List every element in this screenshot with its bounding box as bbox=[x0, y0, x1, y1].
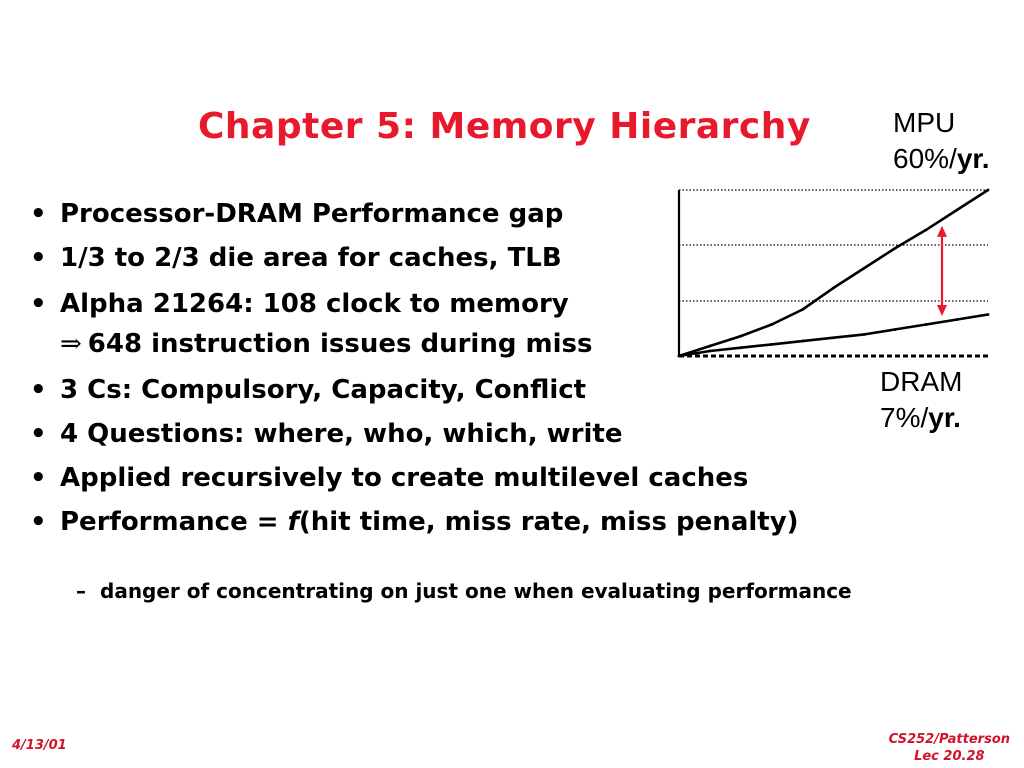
bullet-dot: • bbox=[30, 507, 47, 537]
gap-arrow-head-down bbox=[937, 305, 947, 316]
sub-bullet-text: danger of concentrating on just one when evaluating performance bbox=[100, 579, 852, 603]
footer-course-info bbox=[889, 731, 1010, 765]
bullet-dot: • bbox=[30, 419, 47, 449]
dram-label-value: 7%/ bbox=[880, 402, 929, 433]
mpu-label-unit: yr. bbox=[956, 143, 990, 174]
performance-gap-chart bbox=[670, 180, 1000, 370]
bullet-item bbox=[30, 458, 799, 498]
bullet-text: Applied recursively to create multilevel caches bbox=[60, 463, 749, 493]
bullet-item bbox=[30, 502, 799, 542]
dram-label bbox=[880, 364, 962, 436]
data-point bbox=[709, 350, 712, 353]
data-point bbox=[894, 247, 897, 250]
data-point bbox=[987, 189, 990, 192]
bullet-item bbox=[30, 370, 799, 410]
data-point bbox=[801, 308, 804, 311]
bullet-text: 3 Cs: Compulsory, Capacity, Conflict bbox=[60, 375, 587, 405]
data-point bbox=[801, 340, 804, 343]
implies-icon: ⇒ bbox=[60, 329, 82, 359]
data-point bbox=[987, 313, 990, 316]
bullet-item bbox=[30, 414, 799, 454]
bullet-function-symbol: f bbox=[287, 507, 299, 537]
data-point bbox=[770, 343, 773, 346]
mpu-label-value: 60%/ bbox=[893, 143, 957, 174]
bullet-dot: • bbox=[30, 199, 47, 229]
bullet-dot: • bbox=[30, 463, 47, 493]
data-point bbox=[894, 328, 897, 331]
mpu-label-line1: MPU bbox=[893, 107, 956, 138]
footer-date: 4/13/01 bbox=[12, 738, 67, 753]
data-point bbox=[925, 323, 928, 326]
data-point bbox=[832, 287, 835, 290]
data-point bbox=[956, 318, 959, 321]
data-point bbox=[739, 346, 742, 349]
data-point bbox=[832, 336, 835, 339]
mpu-label bbox=[893, 105, 990, 177]
bullet-text: 648 instruction issues during miss bbox=[87, 329, 593, 359]
bullet-dot: • bbox=[30, 243, 47, 273]
bullet-text: Performance = bbox=[60, 507, 288, 537]
dram-series-line bbox=[679, 315, 988, 357]
dram-label-line1: DRAM bbox=[880, 366, 963, 397]
footer-lecture: Lec 20.28 bbox=[914, 749, 985, 764]
dram-label-unit: yr. bbox=[928, 402, 961, 433]
data-point bbox=[770, 323, 773, 326]
bullet-dot: • bbox=[30, 375, 47, 405]
data-point bbox=[925, 228, 928, 231]
data-point bbox=[709, 345, 712, 348]
bullet-text: (hit time, miss rate, miss penalty) bbox=[298, 507, 799, 537]
bullet-dot: • bbox=[30, 289, 47, 319]
sub-bullet bbox=[76, 579, 852, 603]
footer-course: CS252/Patterson bbox=[888, 732, 1010, 747]
data-point bbox=[956, 209, 959, 212]
bullet-text: 4 Questions: where, who, which, write bbox=[60, 419, 623, 449]
data-point bbox=[678, 355, 681, 358]
bullet-text: 1/3 to 2/3 die area for caches, TLB bbox=[60, 243, 562, 273]
bullet-text: Alpha 21264: 108 clock to memory bbox=[60, 289, 569, 319]
data-point bbox=[739, 335, 742, 338]
slide-title: Chapter 5: Memory Hierarchy bbox=[198, 106, 811, 147]
gap-arrow-head-up bbox=[937, 226, 947, 237]
sub-bullet-dash: – bbox=[76, 579, 86, 603]
data-point bbox=[863, 333, 866, 336]
bullet-text: Processor-DRAM Performance gap bbox=[60, 199, 564, 229]
data-point bbox=[863, 267, 866, 270]
